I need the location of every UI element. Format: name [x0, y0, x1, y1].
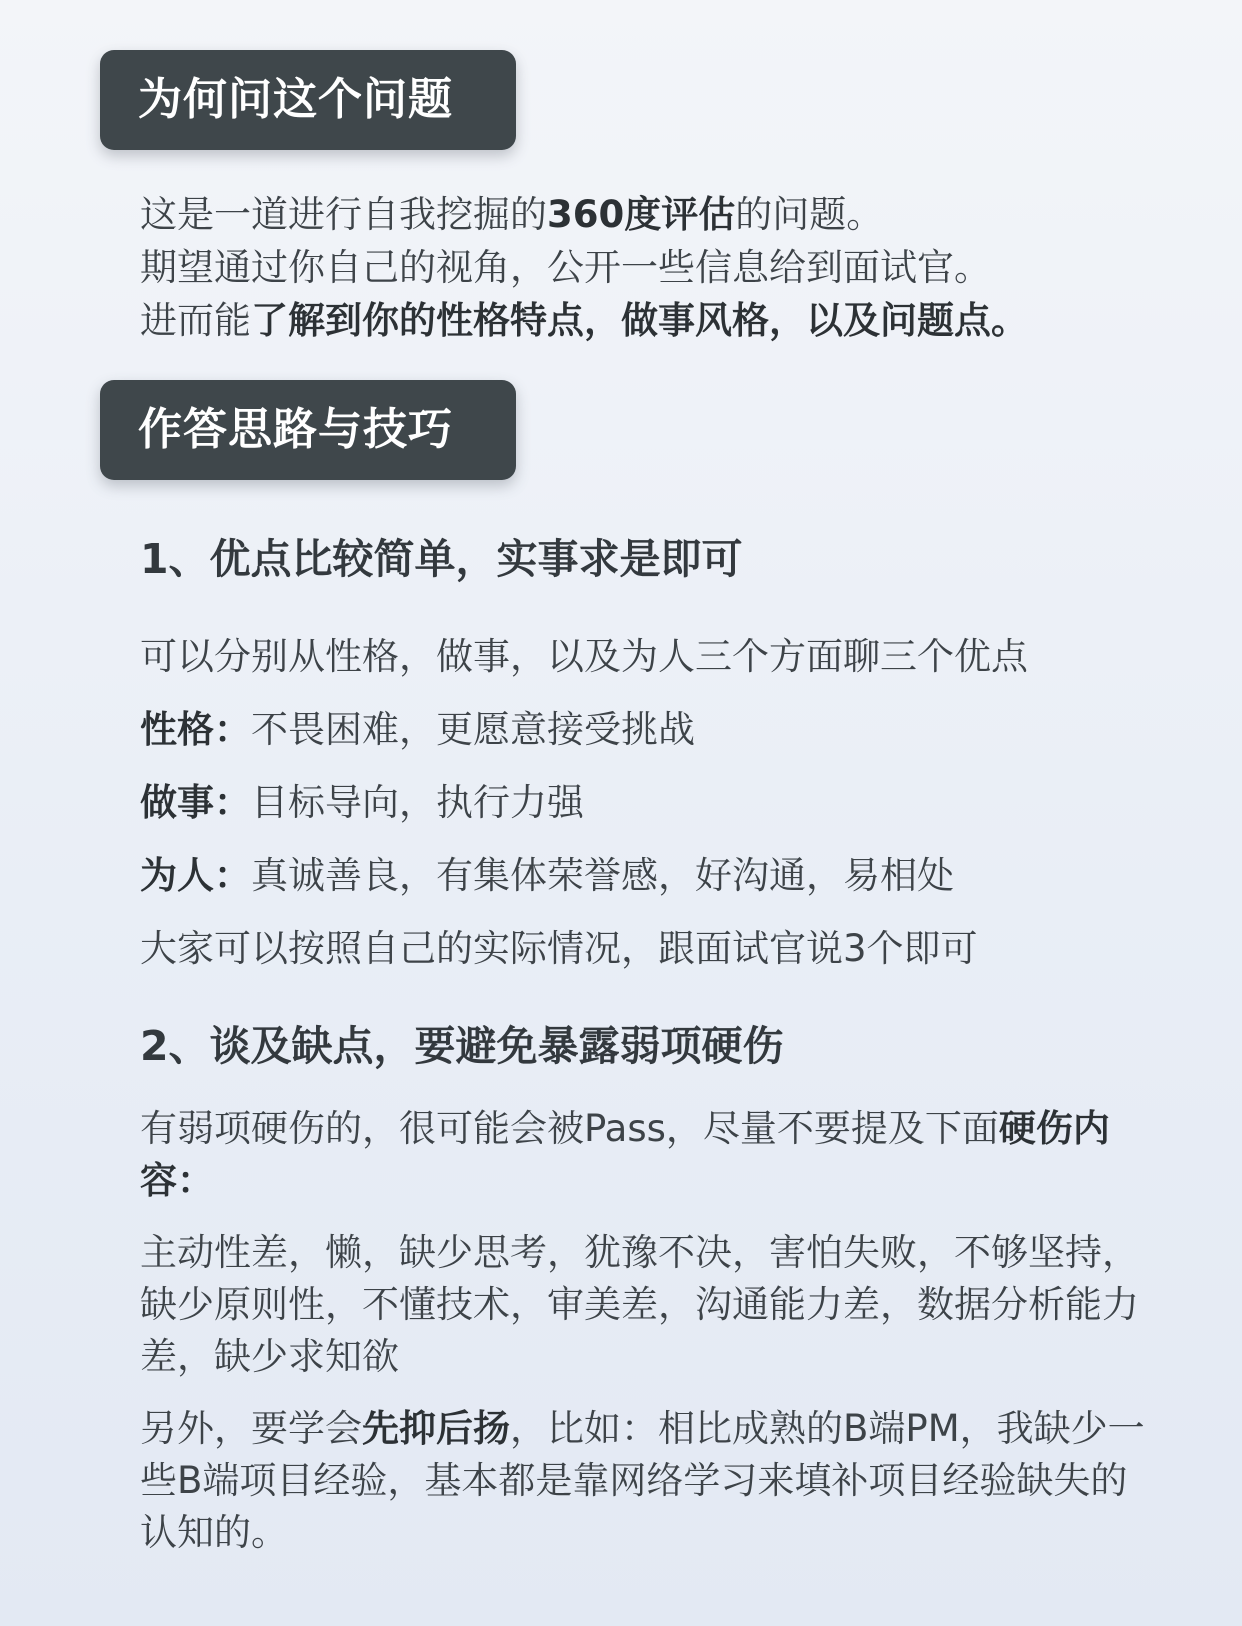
tip-2-content	[140, 1103, 1160, 1579]
tip-2-heading: 2、谈及缺点，要避免暴露弱项硬伤	[140, 1022, 784, 1070]
tip-2-para-1	[140, 1103, 1160, 1207]
tip-1-closing: 大家可以按照自己的实际情况，跟面试官说3个即可	[140, 927, 978, 970]
tip-2-para-1-bold: 硬伤内容：	[140, 1107, 1110, 1202]
intro-paragraph	[140, 188, 1200, 347]
intro-line-3-bold: 了解到你的性格特点，做事风格，以及问题点。	[251, 299, 1028, 342]
section-title-why: 为何问这个问题	[100, 50, 516, 150]
tip-1-heading: 1、优点比较简单，实事求是即可	[140, 535, 743, 583]
intro-line-1	[140, 188, 1200, 241]
tip-1-content	[140, 620, 1160, 985]
item-text: 目标导向，执行力强	[251, 781, 584, 824]
intro-line-3	[140, 294, 1200, 347]
intro-line-1-text: 这是一道进行自我挖掘的	[140, 193, 547, 236]
item-text: 不畏困难，更愿意接受挑战	[251, 708, 695, 751]
intro-line-1-bold: 360度评估	[547, 193, 736, 236]
intro-line-3-text: 进而能	[140, 299, 251, 342]
tip-2-para-1-text: 有弱项硬伤的，很可能会被Pass，尽量不要提及下面	[140, 1107, 999, 1150]
tip-2-para-3-bold: 先抑后扬	[362, 1407, 510, 1450]
tip-2-para-3	[140, 1403, 1160, 1559]
tip-1-item-character	[140, 839, 1160, 912]
intro-line-2: 期望通过你自己的视角，公开一些信息给到面试官。	[140, 246, 991, 289]
item-label: 为人：	[140, 854, 251, 897]
section-title-tips: 作答思路与技巧	[100, 380, 516, 480]
tip-2-para-3-text: 另外，要学会	[140, 1407, 362, 1450]
item-text: 真诚善良，有集体荣誉感，好沟通，易相处	[251, 854, 954, 897]
item-label: 做事：	[140, 781, 251, 824]
tip-2-para-3-end: ，比如：相比成熟的B端PM，我缺少一些B端项目经验，基本都是靠网络学习来填补项目经验缺失的认知的。	[140, 1407, 1145, 1554]
tip-1-line: 可以分别从性格，做事，以及为人三个方面聊三个优点	[140, 635, 1028, 678]
tip-1-item-work	[140, 766, 1160, 839]
item-label: 性格：	[140, 708, 251, 751]
tip-2-para-2: 主动性差，懒，缺少思考，犹豫不决，害怕失败，不够坚持，缺少原则性，不懂技术，审美差，沟通能力差，数据分析能力差，缺少求知欲	[140, 1231, 1139, 1378]
intro-line-1-end: 的问题。	[735, 193, 884, 236]
tip-1-item-personality	[140, 693, 1160, 766]
